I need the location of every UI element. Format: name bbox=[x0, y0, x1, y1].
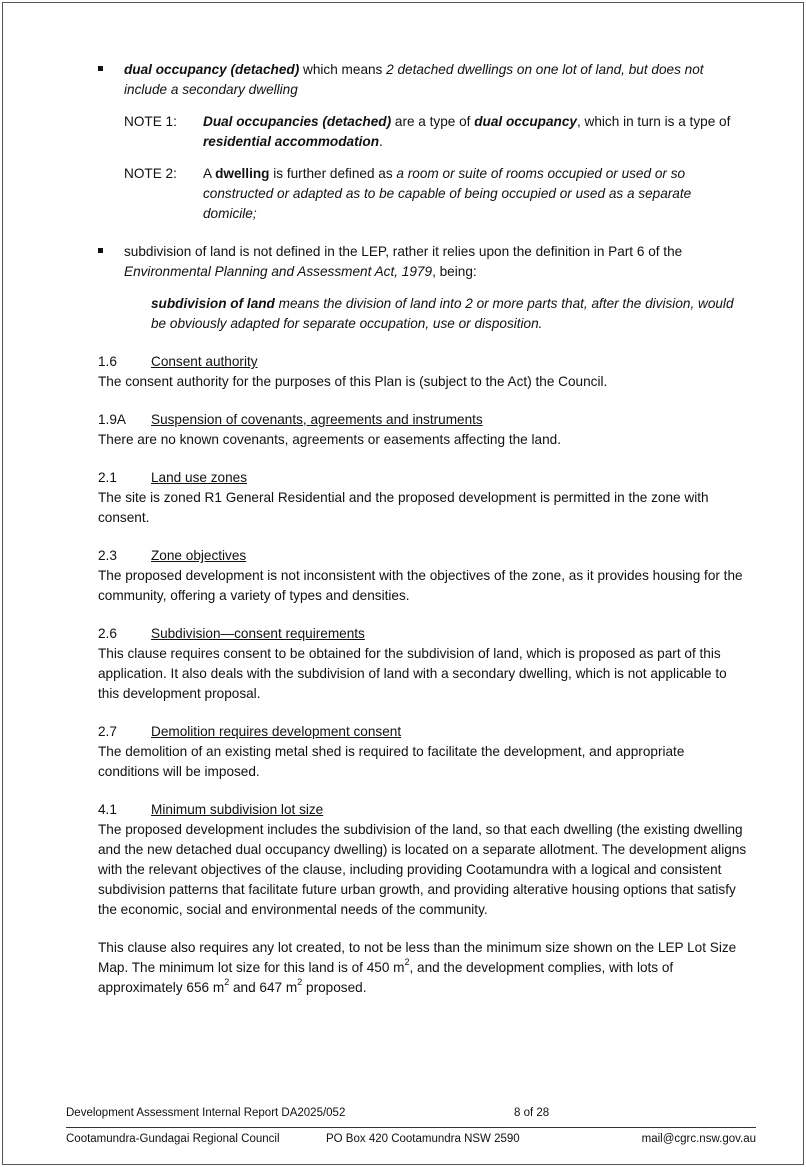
council-name: Cootamundra-Gundagai Regional Council bbox=[66, 1133, 280, 1145]
note-label: NOTE 2: bbox=[124, 166, 177, 181]
bullet-dual-occupancy: dual occupancy (detached) which means 2 detached dwellings on one lot of land, but does not include a secondary dwelling bbox=[98, 60, 748, 100]
document-body bbox=[98, 60, 748, 998]
section-1-9a bbox=[98, 410, 748, 450]
section-number: 1.9A bbox=[98, 412, 126, 427]
section-title: Consent authority bbox=[151, 354, 258, 369]
section-2-6 bbox=[98, 624, 748, 704]
section-body: There are no known covenants, agreements or easements affecting the land. bbox=[98, 432, 561, 447]
section-body: The site is zoned R1 General Residential and the proposed development is permitted in the zone with consent. bbox=[98, 490, 709, 525]
section-1-6 bbox=[98, 352, 748, 392]
term-dual-occupancy: dual occupancy (detached) bbox=[124, 62, 300, 77]
bullet-square-icon bbox=[98, 66, 103, 71]
section-4-1 bbox=[98, 800, 748, 920]
section-number: 1.6 bbox=[98, 354, 117, 369]
section-2-3 bbox=[98, 546, 748, 606]
council-address: PO Box 420 Cootamundra NSW 2590 bbox=[326, 1133, 520, 1145]
bullet-square-icon bbox=[98, 248, 103, 253]
section-title: Land use zones bbox=[151, 470, 247, 485]
subdivision-definition-quote: subdivision of land means the division of land into 2 or more parts that, after the division, would be obviously adapted for separate occupation, use or disposition. bbox=[151, 296, 734, 331]
note-1: NOTE 1: Dual occupancies (detached) are a type of dual occupancy, which in turn is a type of residential accommodation. bbox=[124, 114, 731, 149]
section-2-7 bbox=[98, 722, 748, 782]
section-body: This clause requires consent to be obtained for the subdivision of land, which is proposed as part of this application. It also deals with the subdivision of land with a secondary dwelling, which is not applicable to this development proposal. bbox=[98, 646, 727, 701]
section-title: Subdivision—consent requirements bbox=[151, 626, 365, 641]
section-number: 2.1 bbox=[98, 470, 117, 485]
report-id: Development Assessment Internal Report DA2025/052 bbox=[66, 1107, 346, 1119]
section-number: 2.6 bbox=[98, 626, 117, 641]
section-number: 2.3 bbox=[98, 548, 117, 563]
definition-text: 2 detached dwellings on one lot of land, but does not include a secondary dwelling bbox=[124, 62, 704, 97]
section-body: The proposed development includes the subdivision of the land, so that each dwelling (the existing dwelling and the new detached dual occupancy dwelling) is located on a separate allotment. The development aligns with the relevant objectives of the clause, including providing Cootamundra with a logical and consistent subdivision patterns that facilitate future urban growth, and providing alterative housing options that satisfy the economic, social and environmental needs of the community. bbox=[98, 822, 747, 917]
section-number: 2.7 bbox=[98, 724, 117, 739]
bullet-subdivision: subdivision of land is not defined in the LEP, rather it relies upon the definition in Part 6 of the Environmental Planning and Assessment Act, 1979, being: bbox=[98, 242, 748, 282]
section-title: Suspension of covenants, agreements and instruments bbox=[151, 412, 483, 427]
section-body: The demolition of an existing metal shed is required to facilitate the development, and appropriate conditions will be imposed. bbox=[98, 744, 685, 779]
section-2-1 bbox=[98, 468, 748, 528]
section-number: 4.1 bbox=[98, 802, 117, 817]
page-number: 8 of 28 bbox=[514, 1107, 550, 1119]
section-title: Minimum subdivision lot size bbox=[151, 802, 324, 817]
footer-report-line bbox=[66, 1107, 756, 1124]
footer-divider bbox=[66, 1127, 756, 1128]
section-title: Demolition requires development consent bbox=[151, 724, 402, 739]
council-email: mail@cgrc.nsw.gov.au bbox=[641, 1133, 756, 1145]
note-label: NOTE 1: bbox=[124, 114, 177, 129]
note-2: NOTE 2: A dwelling is further defined as a room or suite of rooms occupied or used or so constructed or adapted as to be capable of being occupied or used as a separate domicile; bbox=[124, 166, 692, 221]
footer-contact-line bbox=[66, 1133, 756, 1150]
section-body: The consent authority for the purposes of this Plan is (subject to the Act) the Council. bbox=[98, 374, 608, 389]
lot-size-paragraph: This clause also requires any lot created, to not be less than the minimum size shown on the LEP Lot Size Map. The minimum lot size for this land is of 450 $m^2$, and the development complies, with lots of approximately 656 $m^2$ and 647 $m^2$ proposed. bbox=[98, 940, 737, 995]
section-title: Zone objectives bbox=[151, 548, 247, 563]
section-body: The proposed development is not inconsistent with the objectives of the zone, as it provides housing for the community, offering a variety of types and densities. bbox=[98, 568, 743, 603]
